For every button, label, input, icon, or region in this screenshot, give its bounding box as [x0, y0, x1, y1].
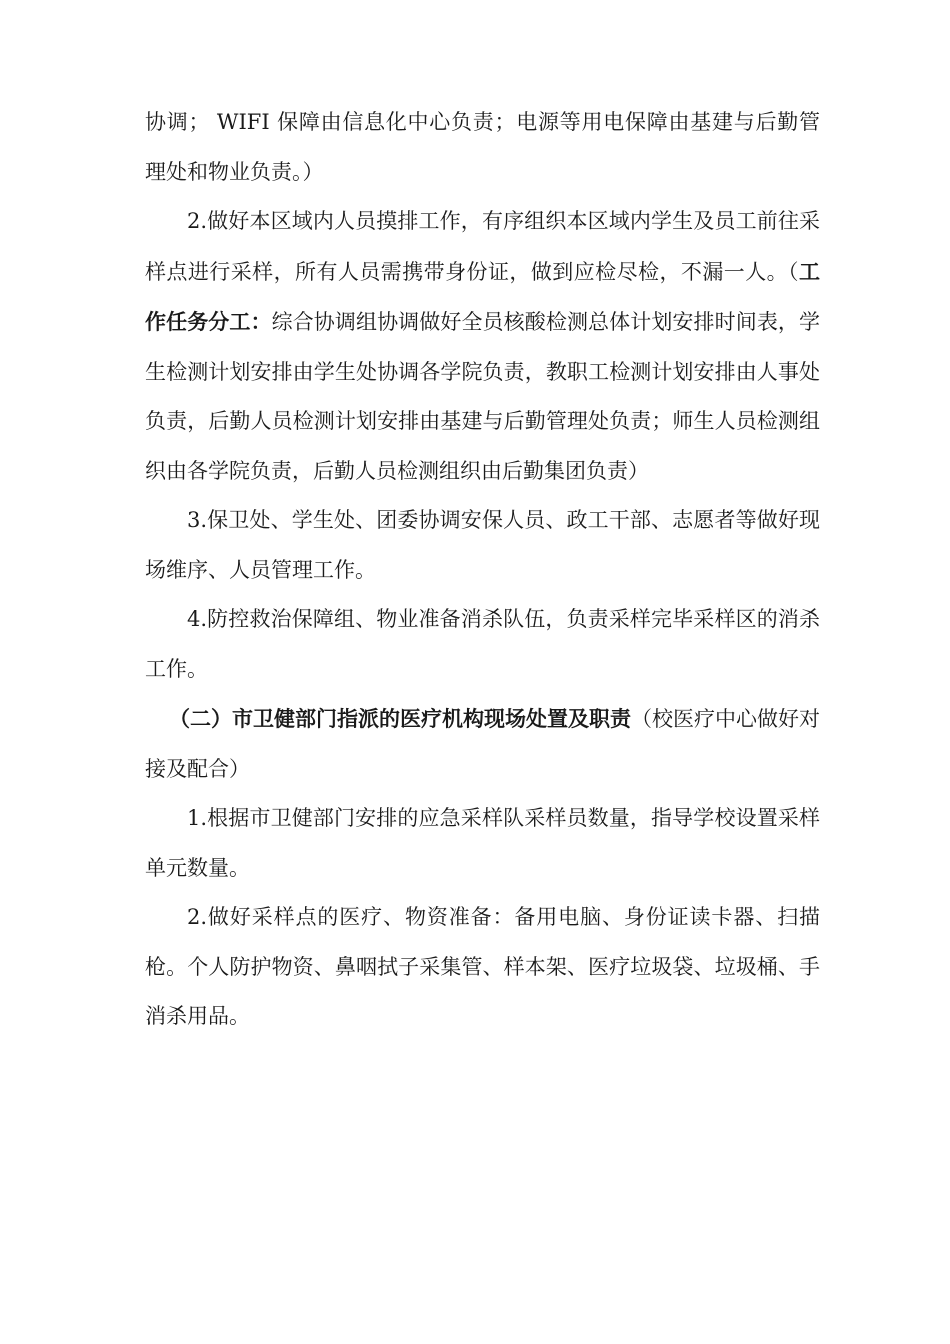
task-division-label: 工作任务分工： [145, 258, 820, 334]
paragraph-text-rest: 综合协调组协调做好全员核酸检测总体计划安排时间表，学生检测计划安排由学生处协调各学院负责，教职工检测计划安排由人事处负责，后勤人员检测计划安排由基建与后勤管理处负责；师生人员检测组织由各学院负责，后勤人员检测组织由后勤集团负责） [145, 310, 821, 483]
section-heading-text: （二）市卫健部门指派的医疗机构现场处置及职责 [169, 706, 631, 731]
document-body [145, 98, 820, 1042]
paragraph-supplies: 2.做好采样点的医疗、物资准备：备用电脑、身份证读卡器、扫描枪。个人防护物资、鼻咽拭子采集管、样本架、医疗垃圾袋、垃圾桶、手消杀用品。 [145, 905, 820, 1028]
paragraph-sampling-units: 1.根据市卫健部门安排的应急采样队采样员数量，指导学校设置采样单元数量。 [145, 806, 820, 880]
section-heading-note: （校医疗中心做好对接及配合） [145, 707, 820, 781]
paragraph-wifi-power: 协调； WIFI 保障由信息化中心负责；电源等用电保障由基建与后勤管理处和物业负责。） [145, 110, 820, 184]
paragraph-disinfection: 4.防控救治保障组、物业准备消杀队伍，负责采样完毕采样区的消杀工作。 [145, 607, 820, 681]
section-heading-medical [145, 694, 820, 794]
paragraph-text: 2.做好本区域内人员摸排工作，有序组织本区域内学生及员工前往采样点进行采样，所有人员需携带身份证，做到应检尽检，不漏一人。（ [145, 209, 820, 284]
paragraph-security-order: 3.保卫处、学生处、团委协调安保人员、政工干部、志愿者等做好现场维序、人员管理工作。 [145, 508, 820, 582]
paragraph-personnel-screening [145, 197, 820, 496]
